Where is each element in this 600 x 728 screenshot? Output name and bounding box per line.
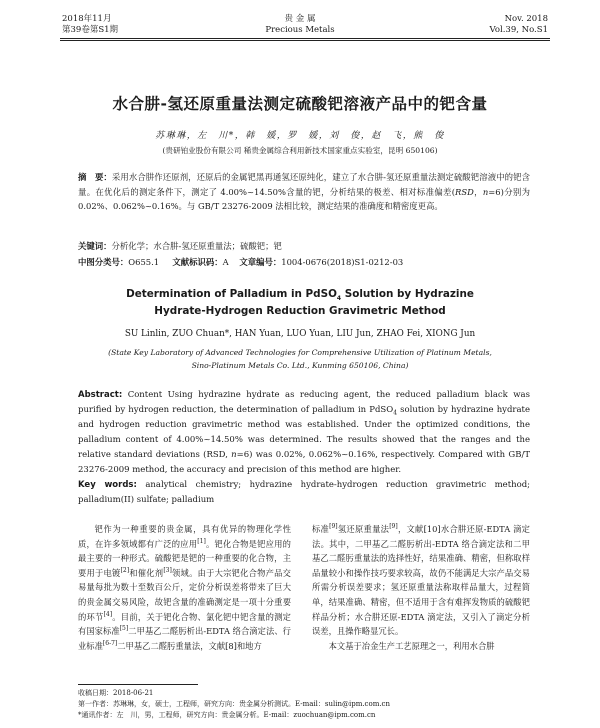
abstract-cn-text-1: 采用水合肼作还原剂，还原后的金属钯黑再通氢还原纯化，建立了水合肼-氢还原重量法测定硫酸钯溶液中的钯含量。在优化后的测定条件下，测定了 4.00%~14.50%含量的钯，分析结果的极差、相对标准偏差(	[78, 172, 531, 197]
abstract-cn-rsd: RSD	[455, 186, 474, 197]
footnote-rule	[78, 684, 198, 685]
journal-name-en: Precious Metals	[265, 25, 335, 35]
body-paragraph: 本文基于冶金生产工艺原理之一，利用水合肼	[328, 640, 495, 651]
abstract-en-text-2: solution by hydrazine hydrate and hydrogen reduction gravimetric method was established. Under the optimized conditions, the palladium content of 4.00%~14.50% was determined. The results showed that the ranges and the relative standard deviations (RSD,	[78, 405, 530, 460]
body-paragraph	[312, 522, 530, 639]
body-text: 氢还原重量法	[337, 524, 390, 534]
article-number-value: 1004-0676(2018)S1-0212-03	[281, 257, 404, 267]
citation: [6-7]	[102, 639, 118, 647]
header-date-en: Nov. 2018	[504, 14, 548, 24]
abstract-en-text-3: =6) was 0.02%, 0.062%~0.16%, respectively. Compared with GB/T 23276-2009 method, the accuracy and precision of this method are higher.	[78, 450, 530, 475]
footnote-received: 收稿日期：2018-06-21	[78, 689, 154, 697]
citation: [9]	[389, 523, 398, 531]
abstract-en-text-1: Content Using hydrazine hydrate as reducing agent, the reduced palladium black was purified by hydrogen reduction, the determination of palladium in PdSO	[78, 390, 530, 415]
title-en-part-1: Determination of Palladium in PdSO	[126, 288, 337, 300]
title-en-part-2: Solution by Hydrazine	[341, 288, 474, 300]
header-volume: 第39卷第S1期	[62, 25, 119, 35]
citation: [1]	[197, 537, 206, 545]
article-number-label: 文章编号：	[239, 257, 282, 267]
classification-cn	[78, 256, 403, 268]
body-text: ，文献[10]水合肼还原-EDTA 滴定法。其中，二甲基乙二醛肟析出-EDTA 络合滴定法和二甲基乙二醛肟重量法的选择性好，结果准确、精密，但称取样品量较小和操作技巧要求较高，故仍不能满足大宗产品交易所需分析误差要求；氢还原重量法称取样品量大，过程简单，结果准确、精密，但不适用于含有难挥发物质的硫酸钯样品分析；水合肼还原-EDTA 滴定法，又引入了滴定分析误差，且操作略显冗长。	[312, 524, 530, 637]
body-paragraph	[78, 522, 291, 653]
paper-title-en	[0, 286, 600, 320]
body-text: 钯作为一种重要的贵金属，具有优异的物理化学性质，在许多领域都有广泛的应用	[78, 524, 291, 549]
header-rule-top	[60, 38, 550, 39]
abstract-cn-n: n	[482, 186, 489, 197]
body-column-left	[78, 522, 291, 653]
keywords-cn-label: 关键词：	[78, 241, 112, 251]
paper-title-cn: 水合肼-氢还原重量法测定硫酸钯溶液产品中的钯含量	[112, 95, 488, 113]
authors-cn: 苏琳琳，左 川*，韩 媛，罗 媛，刘 俊，赵 飞，熊 俊	[155, 131, 445, 141]
affiliation-cn: (贵研铂业股份有限公司 稀贵金属综合利用新技术国家重点实验室，昆明 650106)	[162, 146, 438, 155]
clc-value: O655.1	[128, 257, 160, 267]
abstract-cn-comma: ，	[473, 186, 483, 197]
abstract-en-subscript: 4	[393, 409, 398, 417]
citation: [9]	[329, 523, 338, 531]
abstract-cn-text-2: =6)分别为 0.02%、0.062%~0.16%。与 GB/T 23276-2009 法相比较，测定结果的准确度和精密度更高。	[78, 186, 530, 211]
doc-code-value: A	[222, 257, 229, 267]
affiliation-en-line-1: (State Key Laboratory of Advanced Technologies for Comprehensive Utilization of Platinum Metals,	[108, 348, 492, 357]
keywords-cn	[78, 240, 282, 252]
journal-name-cn: 贵 金 属	[284, 14, 316, 24]
body-text: 和催化剂	[129, 567, 164, 578]
citation: [5]	[119, 625, 129, 633]
body-text: 二甲基乙二醛肟析出-EDTA 络合滴定法、行业标准	[78, 626, 291, 651]
affiliation-en-line-2: Sino-Platinum Metals Co. Ltd., Kunming 650106, China)	[191, 361, 409, 370]
authors-en: SU Linlin, ZUO Chuan*, HAN Yuan, LUO Yuan, LIU Jun, ZHAO Fei, XIONG Jun	[124, 329, 476, 339]
header-rule-bottom	[60, 40, 550, 41]
body-text: 。钯化合物是钯应用的最主要的一种形式。硫酸钯是钯的一种重要的化合物，主要用于电镀	[78, 538, 291, 578]
running-header-right	[490, 14, 548, 36]
body-text: 。目前，关于钯化合物、氯化钯中钯含量的测定有国家标准	[78, 611, 291, 637]
abstract-en-n: n	[231, 450, 237, 460]
abstract-en	[78, 388, 530, 508]
title-en-part-3: Hydrate-Hydrogen Reduction Gravimetric Method	[154, 305, 446, 317]
abstract-en-label: Abstract:	[78, 390, 123, 400]
body-text: 领域。由于大宗钯化合物产品交易量每批为数十至数百公斤，定价分析误差将带来了巨大的贵金属交易风险，故钯含量的准确测定是一项十分重要的环节	[78, 567, 291, 622]
citation: [2]	[120, 567, 130, 575]
abstract-cn	[78, 170, 530, 214]
citation: [4]	[103, 610, 113, 618]
keywords-en-label: Key words:	[78, 480, 137, 490]
doc-code-label: 文献标识码：	[172, 257, 223, 267]
body-column-right	[312, 522, 530, 653]
footnote-corresponding-author: *通讯作者：左 川，男，工程师，研究方向：贵金属分析。E-mail：zuochuan@ipm.com.cn	[78, 711, 376, 719]
title-en-subscript: 4	[336, 295, 342, 303]
body-text: 标准	[312, 524, 330, 534]
clc-label: 中图分类号：	[78, 257, 129, 267]
affiliation-en	[0, 346, 600, 372]
header-date: 2018年11月	[62, 14, 112, 24]
abstract-cn-label: 摘 要：	[78, 172, 112, 182]
keywords-cn-text: 分析化学；水合肼-氢还原重量法；硫酸钯；钯	[111, 241, 282, 251]
keywords-en-text: analytical chemistry; hydrazine hydrate-hydrogen reduction gravimetric method; palladium(II) sulfate; palladium	[78, 480, 531, 505]
citation: [3]	[163, 567, 172, 575]
footnote-first-author: 第一作者：苏琳琳，女，硕士，工程师，研究方向：贵金属分析测试。E-mail：sulin@ipm.com.cn	[78, 700, 390, 708]
body-text: 二甲基乙二醛肟重量法，文献[8]和地方	[117, 640, 262, 651]
header-volume-en: Vol.39, No.S1	[489, 25, 548, 35]
